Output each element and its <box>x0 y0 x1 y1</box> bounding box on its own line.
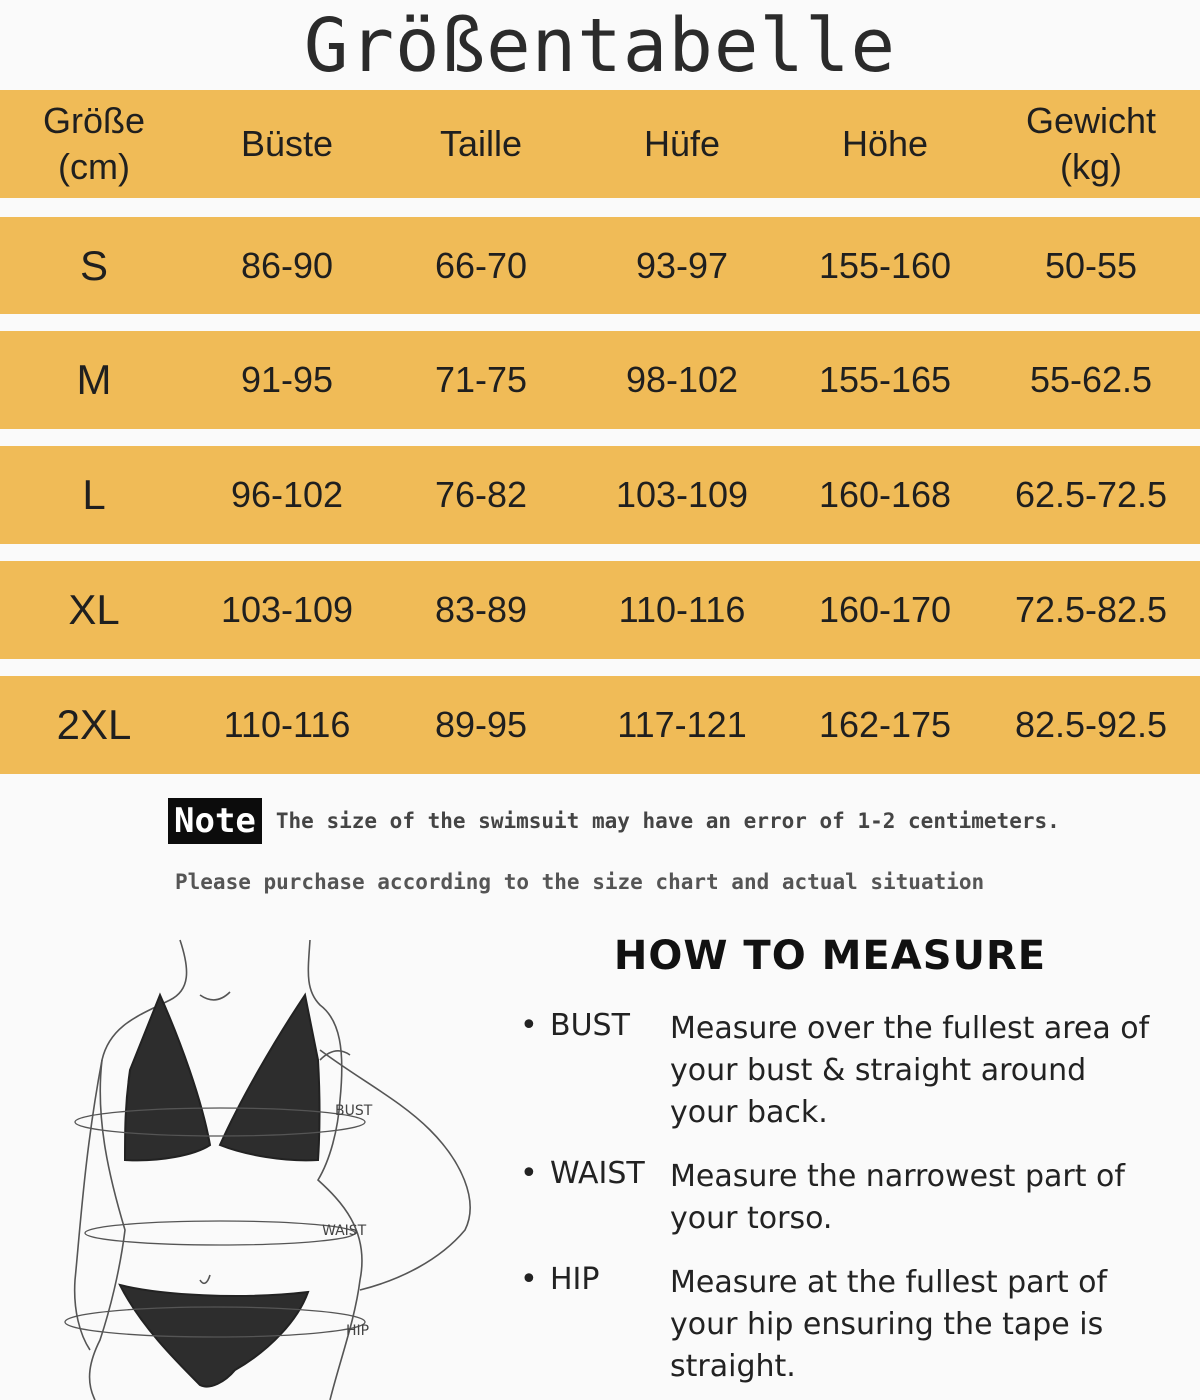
header-bust: Büste <box>240 123 334 164</box>
cell-weight: 62.5-72.5 <box>1014 474 1168 515</box>
figure-label-bust: BUST <box>335 1103 373 1119</box>
cell-weight: 82.5-92.5 <box>1014 704 1168 745</box>
note-line <box>168 797 1060 845</box>
measure-label: WAIST <box>550 1156 645 1191</box>
cell-height: 155-165 <box>818 359 952 400</box>
table-row <box>0 217 1200 314</box>
cell-hip: 98-102 <box>625 359 739 400</box>
measure-text: Measure the narrowest part of your torso. <box>670 1159 1125 1236</box>
cell-hip: 103-109 <box>615 474 749 515</box>
page-title: Größentabelle <box>303 3 897 89</box>
header-weight: Gewicht (kg) <box>1025 100 1157 187</box>
cell-size: M <box>76 356 112 403</box>
cell-waist: 76-82 <box>434 474 528 515</box>
measure-label: BUST <box>550 1008 630 1043</box>
table-header-row <box>0 90 1200 198</box>
cell-hip: 93-97 <box>635 244 729 286</box>
cell-height: 160-170 <box>818 589 952 630</box>
table-row <box>0 676 1200 774</box>
cell-waist: 89-95 <box>434 704 528 745</box>
cell-size: 2XL <box>56 701 132 748</box>
cell-height: 162-175 <box>818 704 952 745</box>
cell-size: L <box>82 471 106 518</box>
cell-hip: 117-121 <box>617 704 747 745</box>
cell-bust: 91-95 <box>240 359 334 400</box>
figure-label-hip: HIP <box>346 1323 370 1339</box>
measure-text: Measure over the fullest area of your bust & straight around your back. <box>670 1011 1150 1130</box>
cell-bust: 110-116 <box>223 704 351 745</box>
cell-weight: 50-55 <box>1044 244 1138 286</box>
note-secondary-text: Please purchase according to the size chart and actual situation <box>175 870 985 894</box>
measure-label: HIP <box>550 1262 600 1297</box>
cell-waist: 66-70 <box>434 244 528 286</box>
header-size: Größe (cm) <box>42 100 146 187</box>
bullet-icon: • <box>520 1156 538 1191</box>
cell-height: 155-160 <box>818 244 952 286</box>
table-row <box>0 561 1200 659</box>
cell-weight: 55-62.5 <box>1029 359 1153 400</box>
cell-size: S <box>79 241 108 289</box>
cell-size: XL <box>68 586 120 633</box>
cell-bust: 96-102 <box>230 474 344 515</box>
bullet-icon: • <box>520 1008 538 1043</box>
measure-text: Measure at the fullest part of your hip ensuring the tape is straight. <box>670 1265 1108 1384</box>
table-row <box>0 446 1200 544</box>
note-text: The size of the swimsuit may have an error of 1-2 centimeters. <box>275 809 1060 833</box>
how-to-measure-title: HOW TO MEASURE <box>613 933 1047 979</box>
table-row <box>0 331 1200 429</box>
header-height: Höhe <box>841 123 929 164</box>
header-waist: Taille <box>439 123 523 164</box>
note-badge: Note <box>168 798 262 844</box>
cell-height: 160-168 <box>818 474 952 515</box>
bullet-icon: • <box>520 1262 538 1297</box>
cell-waist: 83-89 <box>434 589 528 630</box>
body-measurement-figure <box>40 930 500 1400</box>
cell-bust: 103-109 <box>220 589 354 630</box>
cell-waist: 71-75 <box>434 359 528 400</box>
cell-weight: 72.5-82.5 <box>1014 589 1168 630</box>
cell-hip: 110-116 <box>618 589 746 630</box>
figure-label-waist: WAIST <box>322 1223 367 1239</box>
header-hip: Hüfe <box>643 123 721 164</box>
cell-bust: 86-90 <box>240 244 334 286</box>
